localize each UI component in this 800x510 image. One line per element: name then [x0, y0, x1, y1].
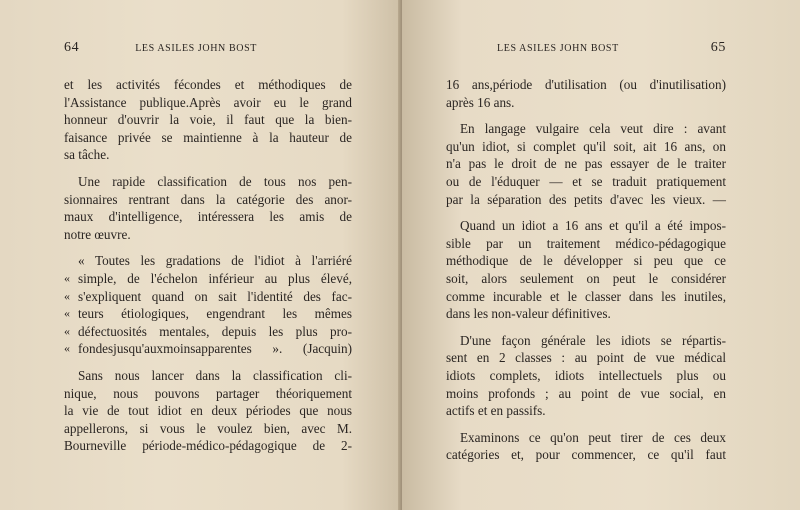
- text-line: [64, 270, 352, 288]
- text-line: [64, 305, 352, 323]
- quote-text: fondesjusqu'auxmoinsapparentes ». (Jacquin): [78, 341, 352, 357]
- text-line: Bourneville période-médico-pédagogique de 2-: [64, 438, 352, 454]
- text-line: soit, alors seulement on peut le considérer: [446, 270, 726, 286]
- paragraph: [446, 76, 726, 111]
- text-line: qu'un idiot, si complet qu'il soit, ait 16 ans, on: [446, 138, 726, 154]
- text-line: nique, nous pouvons partager théoriquement: [64, 385, 352, 401]
- text-line: sa tâche.: [64, 147, 110, 163]
- quote-text: teurs étiologiques, engendrant les mêmes: [78, 306, 352, 322]
- text-line: En langage vulgaire cela veut dire : avant: [460, 121, 726, 137]
- quote-mark: «: [64, 288, 70, 303]
- text-line: catégories et, pour commencer, ce qu'il faut: [446, 447, 726, 463]
- quote-text: défectuosités mentales, depuis les plus pro-: [78, 323, 352, 339]
- quotation: [64, 252, 352, 358]
- text-line: Sans nous lancer dans la classification cli-: [78, 367, 352, 383]
- paragraph: [64, 76, 352, 164]
- text-line: la vie de tout idiot en deux périodes que nous: [64, 403, 352, 419]
- text-line: l'Assistance publique.Après avoir eu le grand: [64, 94, 352, 110]
- text-line: méthodique de le développer si peu que ce: [446, 253, 726, 269]
- text-line: et les activités fécondes et méthodiques de: [64, 77, 352, 92]
- paragraph: [446, 217, 726, 323]
- quote-mark: «: [64, 323, 70, 338]
- text-line: « Toutes les gradations de l'idiot à l'arriéré: [78, 253, 352, 269]
- text-line: [64, 340, 352, 358]
- page-number: 64: [64, 40, 80, 55]
- quote-mark: «: [64, 306, 70, 321]
- text-line: appellerons, si vous le voulez bien, avec M.: [64, 420, 352, 436]
- text-line: Quand un idiot a 16 ans et qu'il a été impos-: [460, 218, 726, 234]
- page-number: 65: [710, 40, 726, 55]
- text-line: sent en 2 classes : au point de vue médical: [446, 350, 726, 366]
- left-page-header: [64, 40, 352, 60]
- text-line: dans les non-valeur définitives.: [446, 306, 611, 322]
- quote-mark: «: [64, 270, 70, 285]
- running-head: LES ASILES JOHN BOST: [135, 43, 257, 54]
- text-line: Une rapide classification de tous nos pen-: [78, 173, 352, 189]
- text-line: n'a pas le droit de ne pas essayer de le traiter: [446, 156, 726, 172]
- left-page-text: [64, 76, 352, 455]
- text-line: Examinons ce qu'on peut tirer de ces deux: [460, 429, 726, 445]
- text-line: sionnaires rentrant dans la catégorie des anor-: [64, 191, 352, 207]
- paragraph: [446, 332, 726, 420]
- text-line: notre œuvre.: [64, 226, 131, 242]
- quote-text: s'expliquent quand on sait l'identité des fac-: [78, 288, 352, 304]
- text-line: actifs et en passifs.: [446, 403, 546, 419]
- paragraph: [64, 367, 352, 455]
- text-line: par la séparation des petits d'avec les vieux. —: [446, 191, 726, 207]
- paragraph: [446, 120, 726, 208]
- text-line: honneur d'ouvrir la voie, il faut que la bien-: [64, 112, 352, 128]
- right-page: [402, 0, 800, 510]
- text-line: 16 ans,période d'utilisation (ou d'inutilisation): [446, 77, 726, 92]
- text-line: ou de l'éduquer — et se traduit pratiquement: [446, 173, 726, 189]
- right-page-text: [446, 76, 726, 464]
- running-head: LES ASILES JOHN BOST: [497, 43, 619, 54]
- text-line: comme incurable et le classer dans les inutiles,: [446, 288, 726, 304]
- quote-mark: «: [64, 341, 70, 356]
- paragraph: [64, 173, 352, 243]
- text-line: sible par un traitement médico-pédagogique: [446, 235, 726, 251]
- text-line: faisance privée se maintienne à la hauteur de: [64, 129, 352, 145]
- text-line: [64, 323, 352, 341]
- text-line: moins profonds ; au point de vue social, en: [446, 385, 726, 401]
- text-line: après 16 ans.: [446, 94, 515, 110]
- text-line: [64, 288, 352, 306]
- text-line: maux d'intelligence, intéressera les amis de: [64, 209, 352, 225]
- right-page-header: [446, 40, 726, 60]
- paragraph: [446, 429, 726, 464]
- text-line: D'une façon générale les idiots se répartis-: [460, 332, 726, 348]
- text-line: idiots complets, idiots intellectuels plus ou: [446, 367, 726, 383]
- quote-text: simple, de l'échelon inférieur au plus élevé,: [78, 270, 352, 286]
